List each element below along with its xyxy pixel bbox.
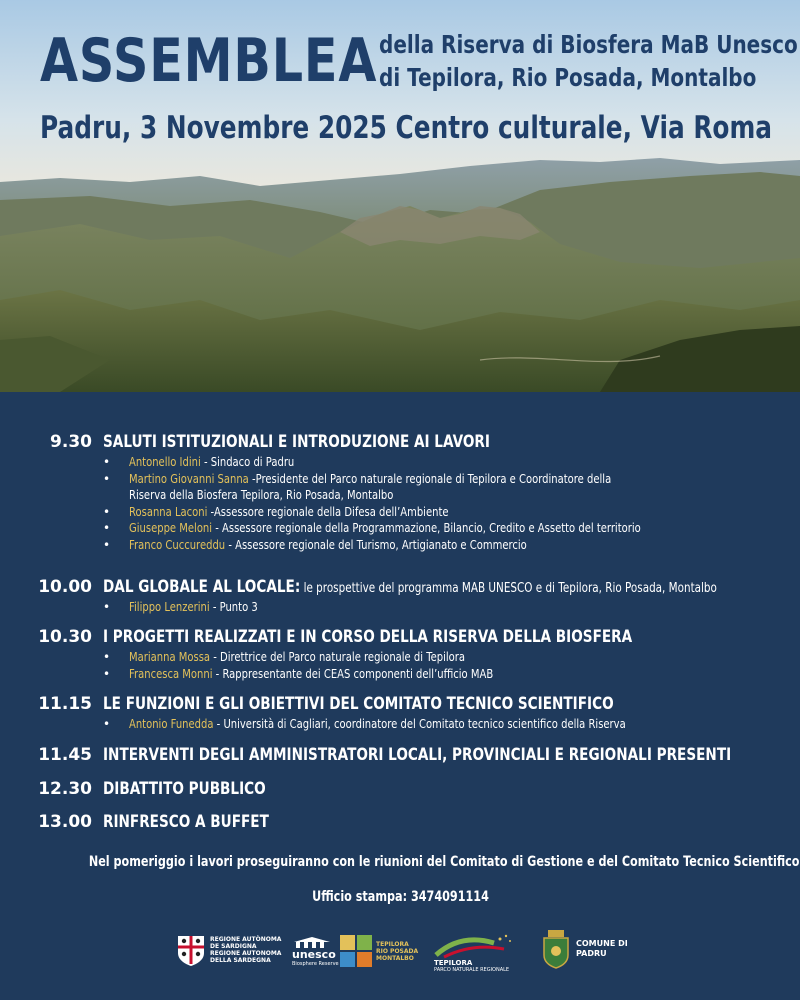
mab-text-2: RIO POSADA <box>376 947 419 955</box>
speaker-role: - Sindaco di Padru <box>200 454 295 469</box>
logo-regione-sardegna <box>176 933 281 967</box>
padru-crest-icon <box>542 929 570 969</box>
mab-text-3: MONTALBO <box>376 954 414 962</box>
press-office <box>0 889 800 905</box>
list-item <box>103 666 584 683</box>
speaker-role: - Direttrice del Parco naturale regionale di Tepilora <box>210 649 466 664</box>
slot-time: 11.45 <box>38 745 92 765</box>
regione-text-1: REGIONE AUTÒNOMA <box>210 936 282 943</box>
list-item <box>103 504 769 521</box>
speaker-list <box>103 716 750 733</box>
comune-text-2: PADRU <box>576 949 607 958</box>
hero-banner <box>0 0 800 392</box>
slot-heading: SALUTI ISTITUZIONALI E INTRODUZIONE AI LAVORI <box>103 432 490 452</box>
list-item <box>103 537 769 554</box>
slot-heading <box>103 577 717 597</box>
slot-heading: LE FUNZIONI E GLI OBIETTIVI DEL COMITATO TECNICO SCIENTIFICO <box>103 694 614 714</box>
subtitle-block <box>379 28 800 94</box>
speaker-name: Martino Giovanni Sanna <box>129 470 249 486</box>
speaker-role: - Punto 3 <box>209 599 258 614</box>
slot-heading: DIBATTITO PUBBLICO <box>103 779 266 799</box>
regione-text-3: REGIONE AUTONOMA <box>210 950 282 957</box>
tepilora-text: TEPILORA <box>434 959 473 967</box>
regione-text-4: DELLA SARDEGNA <box>210 957 271 964</box>
slot-heading-main: DAL GLOBALE AL LOCALE: <box>103 577 301 597</box>
speaker-list <box>103 454 769 554</box>
logo-comune-padru <box>542 929 628 969</box>
slot-time: 11.15 <box>38 694 92 714</box>
list-item <box>103 716 750 733</box>
unesco-text: unesco <box>292 948 336 961</box>
date-place: Padru, 3 Novembre 2025 Centro culturale, Via Roma <box>40 110 773 146</box>
tepilora-sub-text: PARCO NATURALE REGIONALE <box>434 967 510 973</box>
press-office-text: Ufficio stampa: 3474091114 <box>311 889 489 905</box>
speaker-name: Francesca Monni <box>129 665 213 681</box>
speaker-role: - Università di Cagliari, coordinatore del Comitato tecnico scientifico della Riserva <box>213 716 626 731</box>
speaker-list <box>103 599 290 616</box>
slot-time: 12.30 <box>38 779 92 799</box>
speaker-role: - Assessore regionale del Turismo, Artigianato e Commercio <box>225 536 527 552</box>
speaker-name: Antonio Funedda <box>129 716 214 731</box>
mab-reserve-icon <box>340 935 372 967</box>
slot-time: 10.00 <box>38 577 92 597</box>
speaker-role: - Assessore regionale della Programmazione, Bilancio, Credito e Assetto del territorio <box>212 520 641 536</box>
speaker-name: Giuseppe Meloni <box>129 520 213 536</box>
speaker-name: Filippo Lenzerini <box>129 599 210 614</box>
slot-heading: I PROGETTI REALIZZATI E IN CORSO DELLA RISERVA DELLA BIOSFERA <box>103 627 633 647</box>
speaker-role: Riserva della Biosfera Tepilora, Rio Posada, Montalbo <box>129 487 394 503</box>
logo-parco-tepilora <box>434 933 514 973</box>
list-item <box>103 520 769 537</box>
regione-text-2: DE SARDIGNA <box>210 943 257 950</box>
slot-heading: INTERVENTI DEGLI AMMINISTRATORI LOCALI, PROVINCIALI E REGIONALI PRESENTI <box>103 745 732 765</box>
comune-text-1: COMUNE DI <box>576 939 628 948</box>
program-section <box>0 392 800 1000</box>
logo-mab-tepilora <box>340 935 418 967</box>
sardinia-coat-of-arms-icon <box>176 933 206 967</box>
speaker-name: Antonello Idini <box>129 454 201 469</box>
subtitle-line-1: della Riserva di Biosfera MaB Unesco <box>379 30 798 59</box>
slot-heading-rest: le prospettive del programma MAB UNESCO e di Tepilora, Rio Posada, Montalbo <box>300 581 717 596</box>
mab-text-1: TEPILORA <box>376 940 409 948</box>
slot-time: 10.30 <box>38 627 92 647</box>
afternoon-note <box>0 854 800 870</box>
list-item <box>103 454 769 471</box>
logo-unesco <box>292 937 339 967</box>
list-item <box>103 649 584 666</box>
list-item <box>103 599 290 616</box>
list-item-continuation <box>103 487 769 504</box>
speaker-role: - Rappresentante dei CEAS componenti dell’ufficio MAB <box>212 665 494 681</box>
partner-logos <box>0 923 800 983</box>
title-row <box>40 26 800 96</box>
tepilora-park-icon <box>434 933 514 959</box>
slot-heading: RINFRESCO A BUFFET <box>103 812 269 832</box>
unesco-sub-text: Biosphere Reserve <box>292 961 339 967</box>
speaker-name: Rosanna Laconi <box>129 503 208 519</box>
subtitle-line-2: di Tepilora, Rio Posada, Montalbo <box>379 63 757 92</box>
speaker-role: -Presidente del Parco naturale regionale di Tepilora e Coordinatore della <box>248 470 612 486</box>
list-item <box>103 471 769 488</box>
speaker-role: -Assessore regionale della Difesa dell’Ambiente <box>207 503 449 519</box>
slot-time: 9.30 <box>50 432 92 452</box>
speaker-list <box>103 649 584 682</box>
slot-time: 13.00 <box>38 812 92 832</box>
speaker-name: Franco Cuccureddu <box>129 536 226 552</box>
afternoon-note-text: Nel pomeriggio i lavori proseguiranno con le riunioni del Comitato di Gestione e del Comitato Tecnico Scientifico <box>88 854 800 870</box>
event-title: ASSEMBLEA <box>40 26 378 96</box>
speaker-name: Marianna Mossa <box>129 649 211 664</box>
